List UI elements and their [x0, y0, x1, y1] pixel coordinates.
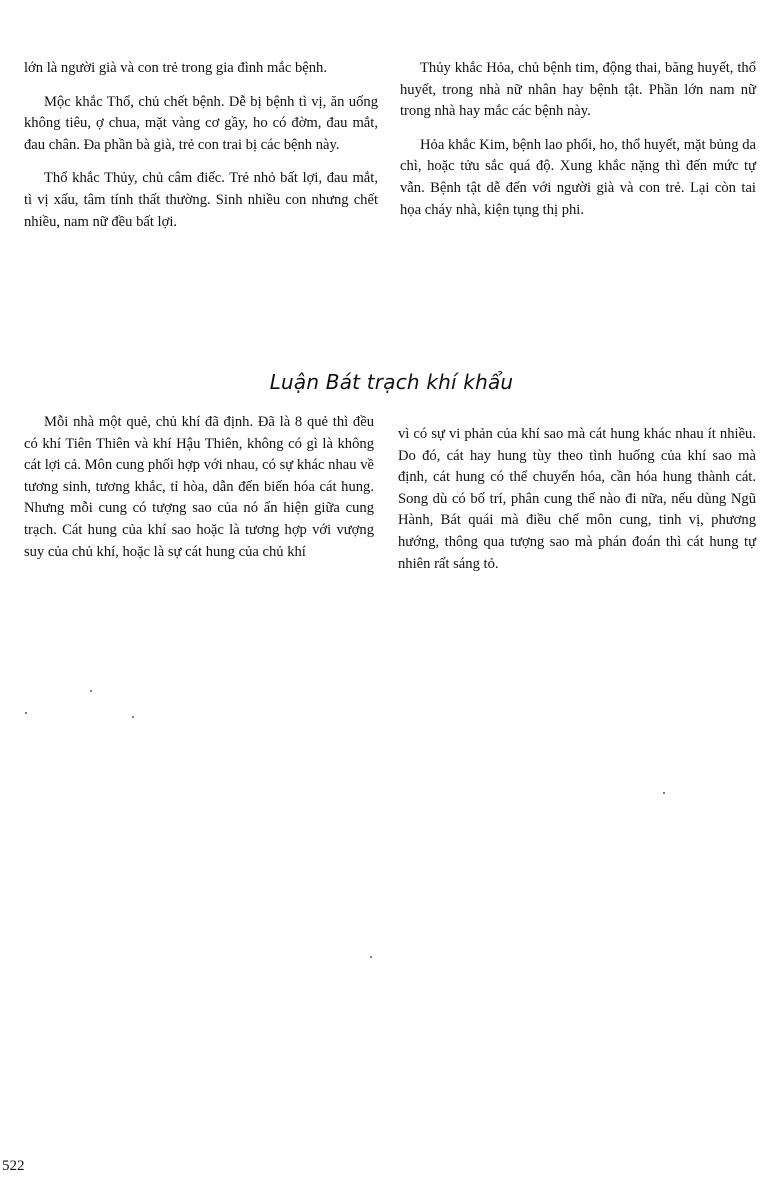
paragraph: vì có sự vi phản của khí sao mà cát hung khác nhau ít nhiều. Do đó, cát hay hung tùy theo tình huống của khí sao mà định, cát hung có thể chuyển hóa, cần hóa hung thành cát. Song dù có bố trí, phân cung thế nào đi nữa, nếu dùng Ngũ Hành, Bát quái mà điều chế môn cung, tinh vị, phương hướng, thông qua tượng sao mà phán đoán thì cát hung tự nhiên rất sáng tỏ. [398, 426, 756, 572]
paragraph: Mỗi nhà một quẻ, chủ khí đã định. Đã là 8 quẻ thì đều có khí Tiên Thiên và khí Hậu Thiên, không có gì là không cát lợi cả. Môn cung phối hợp với nhau, có sự khác nhau về tương sinh, tương khắc, tỉ hòa, dẫn đến biến hóa cát hung. Nhưng mỗi cung có tượng sao của nó ẩn hiện giữa cung trạch. Cát hung của khí sao hoặc là tương hợp với vượng suy của chủ khí, hoặc là sự cát hung của chủ khí [24, 414, 374, 560]
scan-speck [90, 690, 92, 692]
page-number: 522 [2, 1158, 25, 1174]
top-right-column [400, 58, 756, 233]
paragraph: Thổ khắc Thủy, chủ câm điếc. Trẻ nhỏ bất lợi, đau mắt, tì vị xấu, tâm tính thất thường. Sinh nhiều con nhưng chết nhiều, nam nữ đều bất lợi. [24, 170, 378, 230]
scan-speck [25, 712, 27, 714]
paragraph: Thủy khắc Hỏa, chủ bệnh tim, động thai, băng huyết, thổ huyết, trong nhà nữ nhân hay bệnh tật. Phần lớn nam nữ trong nhà hay mắc các bệnh này. [400, 60, 756, 120]
bottom-right-column [398, 424, 756, 587]
scan-speck [132, 716, 134, 718]
top-left-column [24, 58, 378, 245]
scan-speck [370, 956, 372, 958]
scan-speck [663, 792, 665, 794]
section-heading: Luận Bát trạch khí khẩu [269, 370, 514, 394]
paragraph: Mộc khắc Thổ, chủ chết bệnh. Dễ bị bệnh tì vị, ăn uống không tiêu, ợ chua, mặt vàng cơ gầy, ho có đờm, đau mắt, đau chân. Đa phần bà già, trẻ con trai bị các bệnh này. [24, 93, 378, 153]
bottom-left-column [24, 412, 374, 575]
paragraph: lớn là người già và con trẻ trong gia đình mắc bệnh. [24, 60, 327, 76]
paragraph: Hỏa khắc Kim, bệnh lao phổi, ho, thổ huyết, mặt bủng da chì, hoặc tửu sắc quá độ. Xung khắc nặng thì đến mức tự vẫn. Bệnh tật dễ đến với người già và con trẻ. Lại còn tai họa cháy nhà, kiện tụng thị phi. [400, 136, 756, 218]
